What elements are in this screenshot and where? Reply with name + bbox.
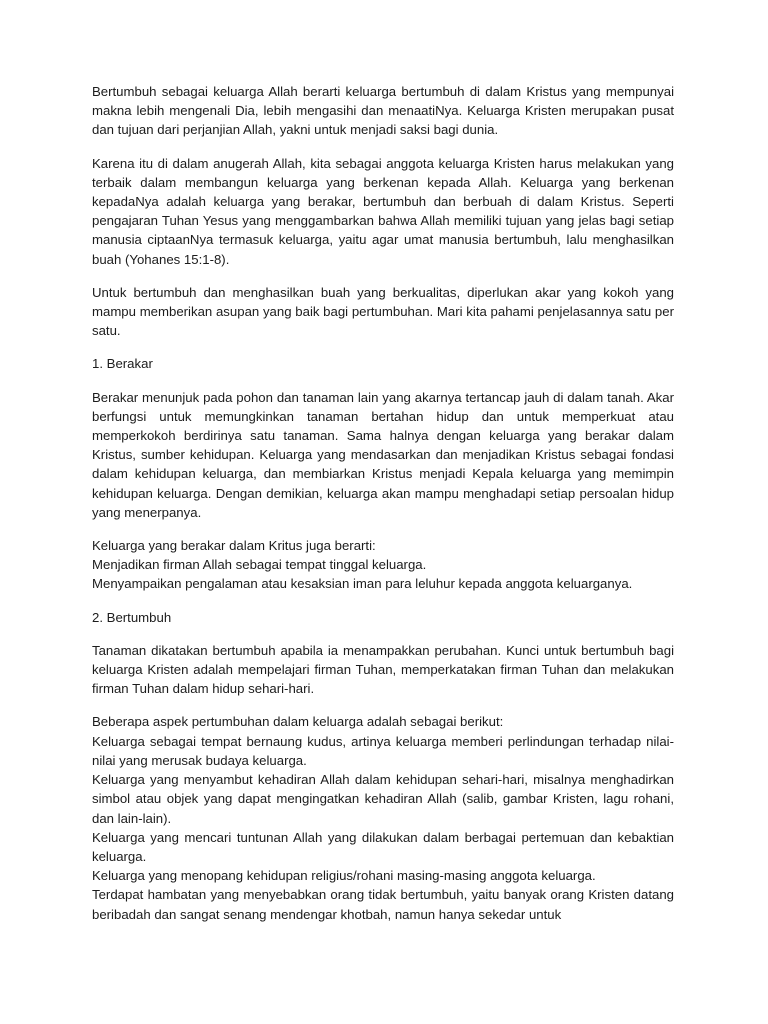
list-item: Menjadikan firman Allah sebagai tempat tinggal keluarga. xyxy=(92,557,427,573)
list-item: Keluarga yang menopang kehidupan religius/rohani masing-masing anggota keluarga. xyxy=(92,868,596,884)
list-item: Keluarga sebagai tempat bernaung kudus, artinya keluarga memberi perlindungan terhadap nilai-nilai yang merusak budaya keluarga. xyxy=(92,733,674,768)
paragraph-grace: Karena itu di dalam anugerah Allah, kita sebagai anggota keluarga Kristen harus melakukan yang terbaik dalam membangun keluarga yang berkenan kepada Allah. Keluarga yang berkenan kepadaNya adalah keluarga yang berakar, bertumbuh dan berbuah di dalam Kristus. Seperti pengajaran Tuhan Yesus yang menggambarkan bahwa Allah memiliki tujuan yang jelas bagi setiap manusia ciptaanNya termasuk keluarga, yaitu agar umat manusia bertumbuh, lalu menghasilkan buah (Yohanes 15:1-8). xyxy=(92,155,674,267)
paragraph-intro: Bertumbuh sebagai keluarga Allah berarti keluarga bertumbuh di dalam Kristus yang mempunyai makna lebih mengenali Dia, lebih mengasihi dan menaatiNya. Keluarga Kristen merupakan pusat dan tujuan dari perjanjian Allah, yakni untuk menjadi saksi bagi dunia. xyxy=(92,84,674,138)
section-heading-berakar: 1. Berakar xyxy=(92,356,153,372)
document-page xyxy=(92,82,674,924)
list-bertumbuh xyxy=(92,712,674,923)
list-item: Keluarga yang mencari tuntunan Allah yang dilakukan dalam berbagai pertemuan dan kebaktian keluarga. xyxy=(92,829,674,864)
list-item: Keluarga yang berakar dalam Kritus juga berarti: xyxy=(92,538,376,554)
list-item: Keluarga yang menyambut kehadiran Allah dalam kehidupan sehari-hari, misalnya menghadirkan simbol atau objek yang dapat mengingatkan kehadiran Allah (salib, gambar Kristen, lagu rohani, dan lain-lain). xyxy=(92,772,674,826)
list-item: Menyampaikan pengalaman atau kesaksian iman para leluhur kepada anggota keluarganya. xyxy=(92,576,633,592)
list-item: Beberapa aspek pertumbuhan dalam keluarga adalah sebagai berikut: xyxy=(92,714,504,730)
paragraph-roots: Untuk bertumbuh dan menghasilkan buah yang berkualitas, diperlukan akar yang kokoh yang mampu memberikan asupan yang baik bagi pertumbuhan. Mari kita pahami penjelasannya satu per satu. xyxy=(92,284,674,339)
list-berakar xyxy=(92,536,674,594)
list-item: Terdapat hambatan yang menyebabkan orang tidak bertumbuh, yaitu banyak orang Kristen datang beribadah dan sangat senang mendengar khotbah, namun hanya sekedar untuk xyxy=(92,887,674,922)
paragraph-berakar: Berakar menunjuk pada pohon dan tanaman lain yang akarnya tertancap jauh di dalam tanah. Akar berfungsi untuk memungkinkan tanaman bertahan hidup dan untuk memperkuat atau memperkokoh berdirinya satu tanaman. Sama halnya dengan keluarga yang berakar dalam Kristus, sumber kehidupan. Keluarga yang mendasarkan dan menjadikan Kristus sebagai fondasi dalam kehidupan keluarga, dan membiarkan Kristus menjadi Kepala keluarga yang memimpin kehidupan keluarga. Dengan demikian, keluarga akan mampu menghadapi setiap persoalan hidup yang menerpanya. xyxy=(92,389,674,520)
section-heading-bertumbuh: 2. Bertumbuh xyxy=(92,609,172,625)
paragraph-bertumbuh: Tanaman dikatakan bertumbuh apabila ia menampakkan perubahan. Kunci untuk bertumbuh bagi keluarga Kristen adalah mempelajari firman Tuhan, memperkatakan firman Tuhan dan melakukan firman Tuhan dalam hidup sehari-hari. xyxy=(92,642,674,697)
